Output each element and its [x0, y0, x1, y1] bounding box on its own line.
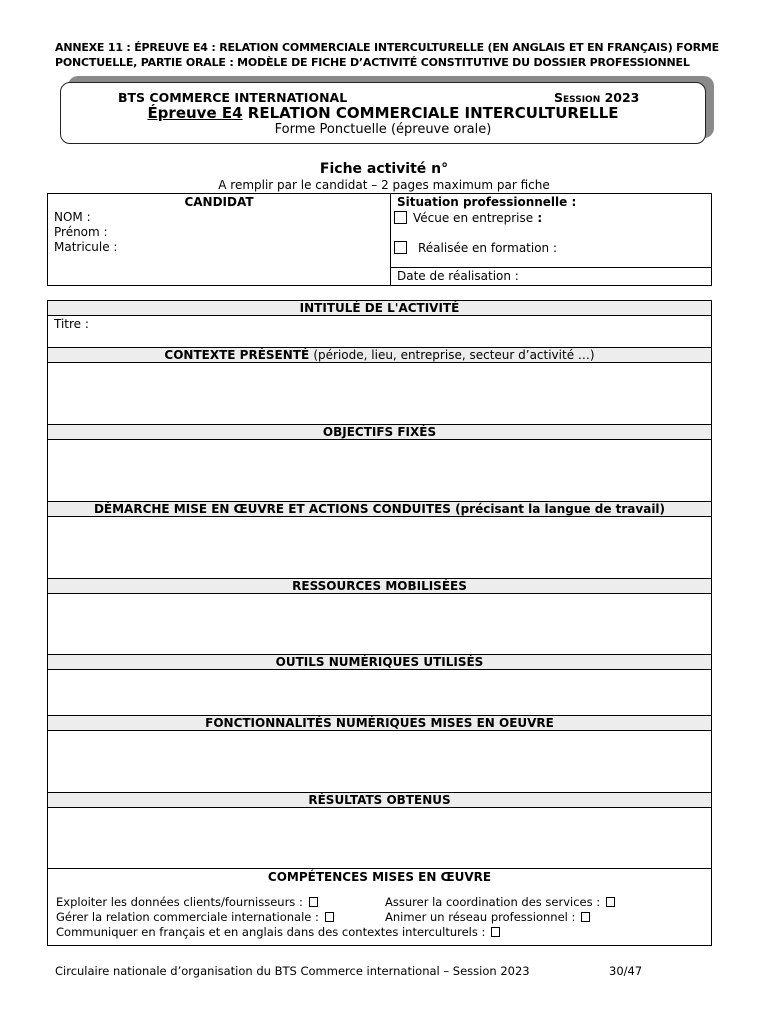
fiche-instruction: A remplir par le candidat – 2 pages maximum par fiche	[218, 178, 550, 192]
competences-row-1	[56, 895, 711, 910]
exam-title-text: RELATION COMMERCIALE INTERCULTURELLE	[247, 104, 619, 122]
competences-block	[47, 868, 712, 885]
checkbox-icon[interactable]	[309, 897, 318, 907]
contexte-field[interactable]	[47, 363, 712, 424]
checkbox-icon[interactable]	[491, 927, 500, 937]
section-objectifs-heading: OBJECTIFS FIXÉS	[47, 424, 712, 440]
competences-row-2	[56, 910, 711, 925]
section-outils-heading: OUTILS NUMÉRIQUES UTILISÉS	[47, 654, 712, 670]
section-resultats-heading: RÉSULTATS OBTENUS	[47, 792, 712, 808]
situation-heading: Situation professionnelle :	[397, 195, 577, 209]
competence-item[interactable]: Assurer la coordination des services :	[385, 895, 615, 910]
titre-field[interactable]: Titre :	[47, 316, 712, 347]
footer-text: Circulaire nationale d’organisation du BTS Commerce international – Session 2023	[55, 964, 530, 978]
annex-heading	[55, 40, 725, 70]
checkbox-icon[interactable]	[581, 912, 590, 922]
competences-row-3	[56, 925, 711, 940]
candidate-cell	[48, 194, 391, 286]
program-name: BTS COMMERCE INTERNATIONAL	[118, 90, 348, 105]
page-number: 30/47	[609, 964, 643, 978]
exam-code: Épreuve E4	[147, 104, 243, 122]
checkbox-icon[interactable]	[325, 912, 334, 922]
contexte-label: CONTEXTE PRÉSENTÉ	[164, 348, 310, 362]
checkbox-icon[interactable]	[606, 897, 615, 907]
checkbox-formation[interactable]	[394, 241, 407, 254]
situation-option-entreprise[interactable]	[391, 210, 711, 226]
situation-cell	[391, 194, 712, 286]
competence-item[interactable]: Communiquer en français et en anglais dans des contextes interculturels :	[56, 925, 500, 939]
competence-item[interactable]: Exploiter les données clients/fournisseurs :	[56, 895, 318, 909]
competences-heading: COMPÉTENCES MISES EN ŒUVRE	[48, 868, 711, 885]
prenom-field[interactable]: Prénom :	[54, 225, 108, 239]
session-label: Session 2023	[554, 90, 640, 105]
section-fonctionnalites-heading: FONCTIONNALITÉS NUMÉRIQUES MISES EN OEUVRE	[47, 715, 712, 731]
competence-item[interactable]: Animer un réseau professionnel :	[385, 910, 590, 925]
section-contexte-heading	[47, 347, 712, 363]
ressources-field[interactable]	[47, 594, 712, 654]
resultats-field[interactable]	[47, 808, 712, 868]
option-entreprise-label: Vécue en entreprise	[413, 211, 534, 225]
candidate-table	[47, 193, 712, 286]
section-intitule-heading: INTITULÉ DE L'ACTIVITÉ	[47, 300, 712, 316]
nom-field[interactable]: NOM :	[54, 210, 91, 224]
competences-list	[47, 885, 712, 946]
section-ressources-heading: RESSOURCES MOBILISÉES	[47, 578, 712, 594]
fiche-title: Fiche activité n°	[319, 161, 449, 177]
demarche-field[interactable]	[47, 517, 712, 578]
option-entreprise-colon: :	[533, 211, 543, 225]
exam-subtitle: Forme Ponctuelle (épreuve orale)	[274, 122, 492, 137]
matricule-field[interactable]: Matricule :	[54, 240, 118, 254]
option-formation-label: Réalisée en formation :	[418, 241, 558, 255]
objectifs-field[interactable]	[47, 440, 712, 501]
checkbox-entreprise[interactable]	[394, 211, 407, 224]
annex-line-1: ANNEXE 11 : ÉPREUVE E4 : RELATION COMMERCIALE INTERCULTURELLE (EN ANGLAIS ET EN FRANÇAIS) FORME	[55, 41, 719, 54]
fonctionnalites-field[interactable]	[47, 731, 712, 792]
date-field[interactable]: Date de réalisation :	[391, 267, 711, 285]
competence-item[interactable]: Gérer la relation commerciale internationale :	[56, 910, 334, 924]
activity-sections	[47, 300, 712, 946]
annex-line-2: PONCTUELLE, PARTIE ORALE : MODÈLE DE FICHE D’ACTIVITÉ CONSTITUTIVE DU DOSSIER PROFESSIONNEL	[55, 56, 690, 69]
candidate-heading: CANDIDAT	[184, 195, 254, 209]
outils-field[interactable]	[47, 670, 712, 715]
contexte-note: (période, lieu, entreprise, secteur d’activité …)	[313, 348, 595, 362]
exam-title	[60, 104, 706, 122]
section-demarche-heading: DÉMARCHE MISE EN ŒUVRE ET ACTIONS CONDUITES (précisant la langue de travail)	[47, 501, 712, 517]
situation-option-formation[interactable]	[391, 240, 711, 256]
